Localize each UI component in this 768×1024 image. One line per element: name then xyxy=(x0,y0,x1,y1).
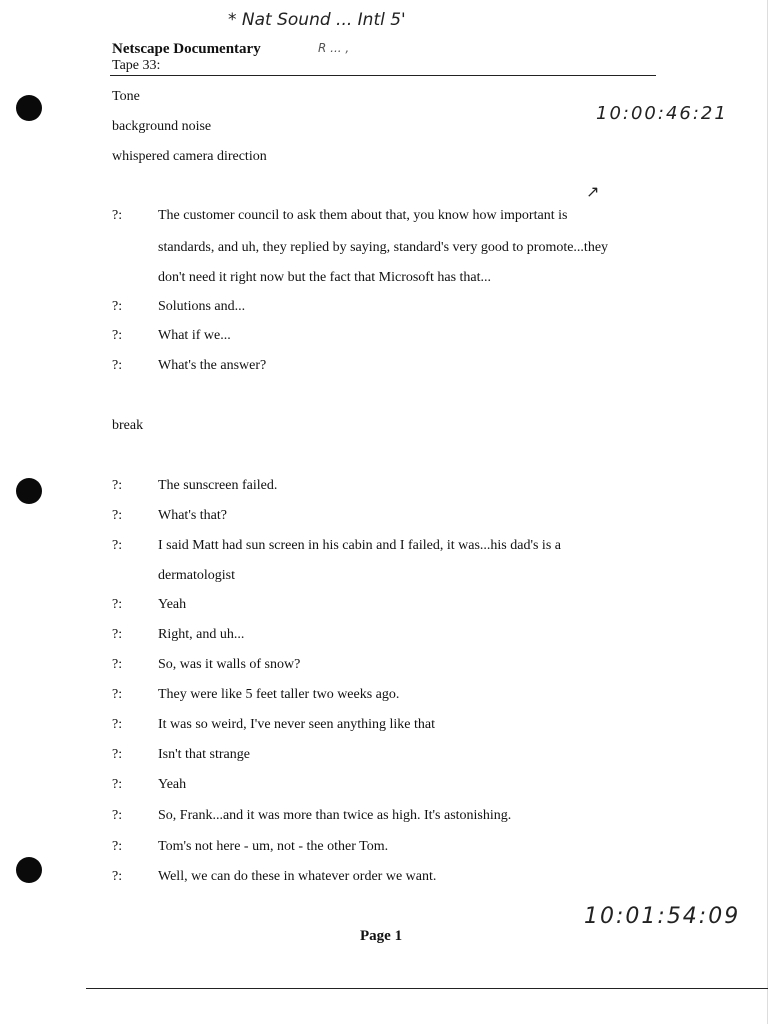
transcript-line: Yeah xyxy=(158,777,187,792)
transcript-line: I said Matt had sun screen in his cabin and I failed, it was...his dad's is a xyxy=(158,538,561,553)
speaker-marker: ?: xyxy=(112,478,123,493)
page-number: Page 1 xyxy=(360,928,403,944)
transcript-line: Yeah xyxy=(158,597,187,612)
speaker-marker: ?: xyxy=(112,657,123,672)
handwritten-timecode-end: 10:01:54:09 xyxy=(584,904,741,929)
cue-camera-direction: whispered camera direction xyxy=(112,149,267,164)
transcript-line: They were like 5 feet taller two weeks ago. xyxy=(158,687,400,702)
cue-tone: Tone xyxy=(112,89,140,104)
cue-background-noise: background noise xyxy=(112,119,212,134)
speaker-marker: ?: xyxy=(112,508,123,523)
transcript-line: What if we... xyxy=(158,328,231,343)
header-rule xyxy=(110,75,656,76)
speaker-marker: ?: xyxy=(112,687,123,702)
speaker-marker: ?: xyxy=(112,358,123,373)
speaker-marker: ?: xyxy=(112,299,123,314)
speaker-marker: ?: xyxy=(112,808,123,823)
transcript-line: Well, we can do these in whatever order we want. xyxy=(158,869,437,884)
transcript-line: Solutions and... xyxy=(158,299,246,314)
transcript-line: So, Frank...and it was more than twice as high. It's astonishing. xyxy=(158,808,512,823)
transcript-line: What's that? xyxy=(158,508,227,523)
speaker-marker: ?: xyxy=(112,747,123,762)
handwritten-timecode-start: 10:00:46:21 xyxy=(596,103,728,124)
transcript-line: Tom's not here - um, not - the other Tom. xyxy=(158,839,389,854)
handwritten-caret-mark: ↗ xyxy=(586,182,600,201)
punch-hole-middle xyxy=(16,478,42,504)
transcript-line: Isn't that strange xyxy=(158,747,250,762)
speaker-marker: ?: xyxy=(112,869,123,884)
speaker-marker: ?: xyxy=(112,839,123,854)
footer-rule xyxy=(86,988,768,989)
punch-hole-top xyxy=(16,95,42,121)
speaker-marker: ?: xyxy=(112,597,123,612)
transcript-line: It was so weird, I've never seen anything like that xyxy=(158,717,435,732)
speaker-marker: ?: xyxy=(112,717,123,732)
transcript-line: dermatologist xyxy=(158,568,235,583)
document-title: Netscape Documentary xyxy=(112,41,261,57)
speaker-marker: ?: xyxy=(112,777,123,792)
cue-break: break xyxy=(112,418,144,433)
speaker-marker: ?: xyxy=(112,538,123,553)
transcript-line: Right, and uh... xyxy=(158,627,245,642)
transcript-line: The sunscreen failed. xyxy=(158,478,278,493)
speaker-marker: ?: xyxy=(112,328,123,343)
handwritten-note-sub: R ... , xyxy=(318,41,350,55)
tape-number: Tape 33: xyxy=(112,58,161,73)
handwritten-note-top: * Nat Sound ... Intl 5' xyxy=(228,10,406,30)
transcript-line: The customer council to ask them about that, you know how important is xyxy=(158,208,568,223)
transcript-line: What's the answer? xyxy=(158,358,267,373)
punch-hole-bottom xyxy=(16,857,42,883)
transcript-line: standards, and uh, they replied by saying, standard's very good to promote...they xyxy=(158,240,609,255)
transcript-line: don't need it right now but the fact that Microsoft has that... xyxy=(158,270,492,285)
speaker-marker: ?: xyxy=(112,208,123,223)
speaker-marker: ?: xyxy=(112,627,123,642)
transcript-line: So, was it walls of snow? xyxy=(158,657,301,672)
